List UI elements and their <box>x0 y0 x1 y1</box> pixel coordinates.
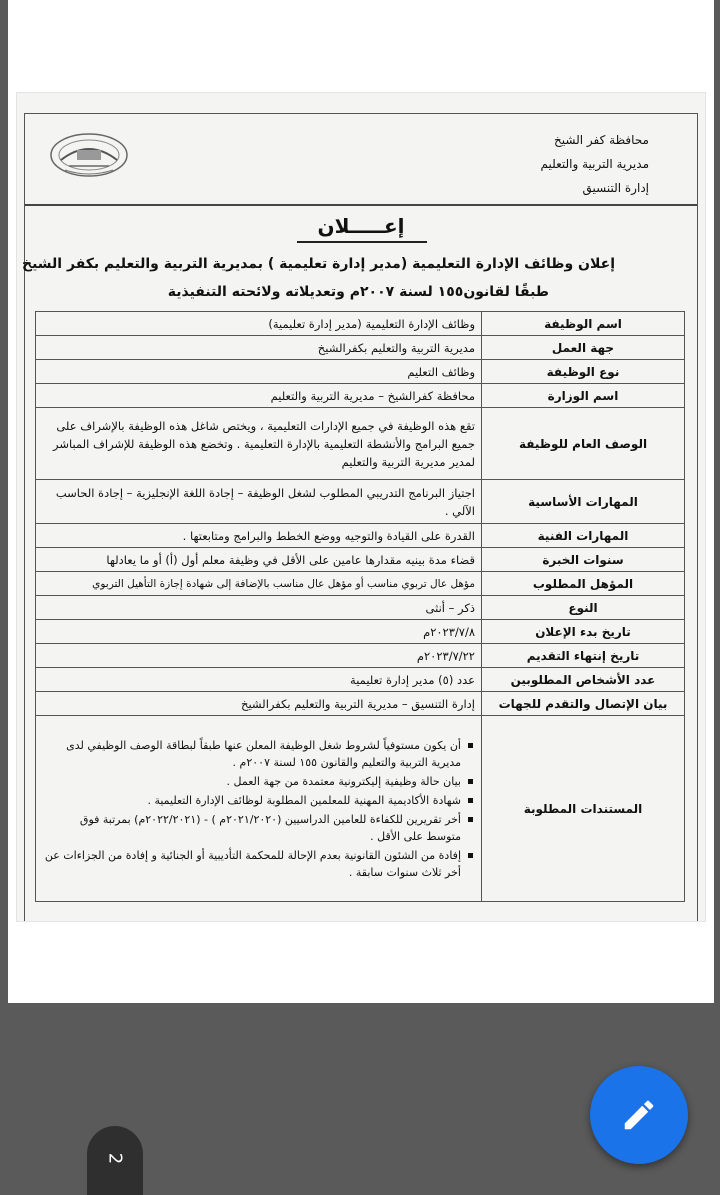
row-value: إدارة التنسيق – مديرية التربية والتعليم بكفرالشيخ <box>36 692 482 716</box>
table-row <box>36 596 685 620</box>
table-row <box>36 524 685 548</box>
list-item: شهادة الأكاديمية المهنية للمعلمين المطلوبة لوظائف الإدارة التعليمية . <box>42 792 461 809</box>
announcement-subtitle-law: طبقًا لقانون١٥٥ لسنة ٢٠٠٧م وتعديلاته ولائحته التنفيذية <box>167 284 549 300</box>
announcement-subtitle: إعلان وظائف الإدارة التعليمية (مدير إدارة تعليمية ) بمديرية التربية والتعليم بكفر الشيخ <box>22 256 615 272</box>
row-value: مديرية التربية والتعليم بكفرالشيخ <box>36 336 482 360</box>
row-value: وظائف التعليم <box>36 360 482 384</box>
table-row <box>36 548 685 572</box>
page-indicator[interactable] <box>87 1126 143 1195</box>
row-value: تقع هذه الوظيفة في جميع الإدارات التعليمية ، ويختص شاغل هذه الوظيفة بالإشراف على جميع البرامج والأنشطة التعليمية بالإدارة التعليمية . وتخضع هذه الوظيفة للإشراف المباشر لمدير مديرية التربية والتعليم <box>36 408 482 480</box>
document-header <box>25 114 697 206</box>
row-value: ٢٠٢٣/٧/٨م <box>36 620 482 644</box>
row-label: اسم الوظيفة <box>482 312 685 336</box>
table-row <box>36 480 685 524</box>
row-label: المهارات الأساسية <box>482 480 685 524</box>
row-value: مؤهل عال تربوي مناسب أو مؤهل عال مناسب بالإضافة إلى شهادة إجازة التأهيل التربوي <box>36 572 482 596</box>
row-label: جهة العمل <box>482 336 685 360</box>
row-label: سنوات الخبرة <box>482 548 685 572</box>
list-item: أخر تقريرين للكفاءة للعامين الدراسيين (٢٠٢١/٢٠٢٠م ) - (٢٠٢٢/٢٠٢١م) بمرتبة فوق متوسط على الأقل . <box>42 811 461 845</box>
row-value: عدد (٥) مدير إدارة تعليمية <box>36 668 482 692</box>
row-value: اجتياز البرنامج التدريبي المطلوب لشغل الوظيفة – إجادة اللغة الإنجليزية – إجادة الحاسب الآلي . <box>36 480 482 524</box>
row-value: قضاء مدة بينيه مقدارها عامين على الأقل في وظيفة معلم أول (أ) أو ما يعادلها <box>36 548 482 572</box>
documents-list-cell <box>36 716 482 902</box>
row-label: اسم الوزارة <box>482 384 685 408</box>
list-item: أن يكون مستوفياً لشروط شغل الوظيفة المعلن عنها طبقاً لبطاقة الوصف الوظيفي لدى مديرية التربية والتعليم والقانون ١٥٥ لسنة ٢٠٠٧م . <box>42 737 461 771</box>
row-label: تاريخ بدء الإعلان <box>482 620 685 644</box>
title-underline <box>297 241 427 243</box>
row-label: الوصف العام للوظيفة <box>482 408 685 480</box>
row-value: وظائف الإدارة التعليمية (مدير إدارة تعليمية) <box>36 312 482 336</box>
table-row <box>36 312 685 336</box>
table-row <box>36 644 685 668</box>
documents-label: المستندات المطلوبة <box>482 716 685 902</box>
table-row <box>36 360 685 384</box>
announcement-document <box>24 113 698 921</box>
documents-list <box>42 737 475 881</box>
governorate-logo <box>47 130 131 180</box>
pencil-edit-icon <box>620 1096 658 1134</box>
table-row <box>36 668 685 692</box>
row-label: تاريخ إنتهاء التقديم <box>482 644 685 668</box>
edit-button[interactable] <box>590 1066 688 1164</box>
announcement-title: إعـــــلان <box>317 214 405 238</box>
list-item: إفادة من الشئون القانونية بعدم الإحالة للمحكمة التأديبية أو الجنائية و إفادة من الجزاءات عن أخر ثلاث سنوات سابقة . <box>42 847 461 881</box>
table-row <box>36 336 685 360</box>
org-line-3: إدارة التنسيق <box>582 181 649 195</box>
table-row <box>36 384 685 408</box>
row-value: ذكر – أنثى <box>36 596 482 620</box>
table-row-documents <box>36 716 685 902</box>
row-label: النوع <box>482 596 685 620</box>
row-value: ٢٠٢٣/٧/٢٢م <box>36 644 482 668</box>
row-label: عدد الأشخاص المطلوبين <box>482 668 685 692</box>
org-line-2: مديرية التربية والتعليم <box>540 157 649 171</box>
table-row <box>36 620 685 644</box>
row-value: محافظة كفرالشيخ – مديرية التربية والتعليم <box>36 384 482 408</box>
org-line-1: محافظة كفر الشيخ <box>554 133 649 147</box>
table-row <box>36 692 685 716</box>
organization-block <box>541 128 650 200</box>
row-label: بيان الإتصال والتقدم للجهات <box>482 692 685 716</box>
row-label: نوع الوظيفة <box>482 360 685 384</box>
list-item: بيان حالة وظيفية إليكترونية معتمدة من جهة العمل . <box>42 773 461 790</box>
page-number: 2 <box>104 1152 126 1165</box>
job-details-table <box>35 311 685 902</box>
table-row <box>36 408 685 480</box>
table-row <box>36 572 685 596</box>
row-value: القدرة على القيادة والتوجيه ووضع الخطط والبرامج ومتابعتها . <box>36 524 482 548</box>
row-label: المؤهل المطلوب <box>482 572 685 596</box>
row-label: المهارات الفنية <box>482 524 685 548</box>
